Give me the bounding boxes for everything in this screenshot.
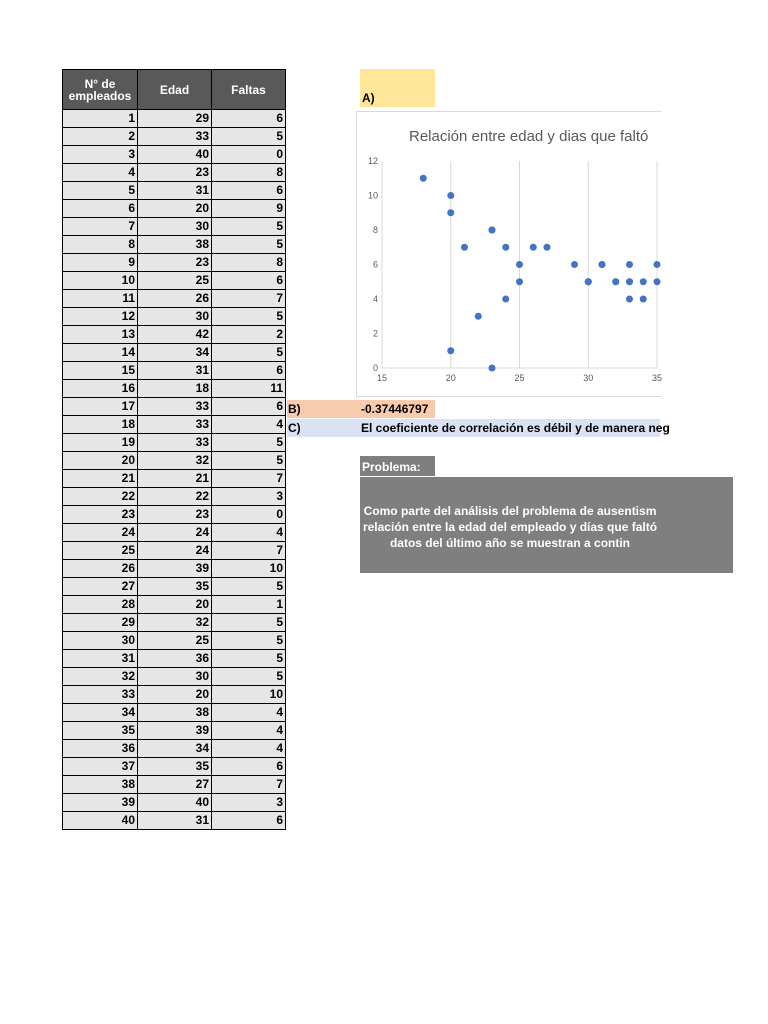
cell-employee-number[interactable]: 27 [63, 578, 138, 596]
cell-absences[interactable]: 1 [212, 596, 286, 614]
table-row [63, 146, 286, 164]
x-tick-label: 30 [583, 373, 594, 383]
table-row [63, 812, 286, 830]
y-tick-label: 12 [367, 156, 378, 166]
cell-age[interactable]: 40 [138, 146, 212, 164]
scatter-point[interactable] [420, 175, 427, 182]
scatter-point[interactable] [654, 278, 661, 285]
table-row [63, 236, 286, 254]
cell-age[interactable]: 35 [138, 758, 212, 776]
cell-absences[interactable]: 8 [212, 164, 286, 182]
cell-age[interactable]: 35 [138, 578, 212, 596]
cell-age[interactable]: 40 [138, 794, 212, 812]
correlation-coefficient-value[interactable]: -0.37446797 [358, 400, 435, 418]
scatter-point[interactable] [447, 192, 454, 199]
cell-employee-number[interactable]: 12 [63, 308, 138, 326]
cell-employee-number[interactable]: 4 [63, 164, 138, 182]
chart-title: Relación entre edad y dias que faltó [409, 128, 649, 145]
y-tick-label: 8 [372, 225, 378, 235]
table-row [63, 722, 286, 740]
table-row [63, 740, 286, 758]
cell-absences[interactable]: 5 [212, 434, 286, 452]
cell-age[interactable]: 34 [138, 740, 212, 758]
cell-age[interactable]: 25 [138, 632, 212, 650]
table-row [63, 434, 286, 452]
scatter-point[interactable] [516, 261, 523, 268]
cell-employee-number[interactable]: 5 [63, 182, 138, 200]
cell-employee-number[interactable]: 8 [63, 236, 138, 254]
employee-data-table [62, 69, 286, 830]
cell-employee-number[interactable]: 25 [63, 542, 138, 560]
table-row [63, 272, 286, 290]
table-row [63, 470, 286, 488]
scatter-point[interactable] [640, 278, 647, 285]
cell-age[interactable]: 20 [138, 686, 212, 704]
cell-absences[interactable]: 8 [212, 254, 286, 272]
cell-age[interactable]: 20 [138, 200, 212, 218]
cell-age[interactable]: 24 [138, 524, 212, 542]
scatter-point[interactable] [475, 313, 482, 320]
cell-age[interactable]: 31 [138, 182, 212, 200]
cell-absences[interactable]: 6 [212, 182, 286, 200]
table-row [63, 704, 286, 722]
cell-age[interactable]: 29 [138, 110, 212, 128]
scatter-point[interactable] [502, 296, 509, 303]
cell-age[interactable]: 23 [138, 506, 212, 524]
cell-employee-number[interactable]: 29 [63, 614, 138, 632]
cell-employee-number[interactable]: 7 [63, 218, 138, 236]
cell-employee-number[interactable]: 31 [63, 650, 138, 668]
table-row [63, 686, 286, 704]
cell-absences[interactable]: 0 [212, 146, 286, 164]
cell-employee-number[interactable]: 33 [63, 686, 138, 704]
cell-absences[interactable]: 6 [212, 812, 286, 830]
problem-line: Como parte del análisis del problema de ausentism [363, 504, 657, 518]
cell-age[interactable]: 24 [138, 542, 212, 560]
cell-employee-number[interactable]: 36 [63, 740, 138, 758]
cell-age[interactable]: 33 [138, 398, 212, 416]
cell-age[interactable]: 42 [138, 326, 212, 344]
cell-absences[interactable]: 6 [212, 758, 286, 776]
table-row [63, 668, 286, 686]
table-row [63, 578, 286, 596]
table-row [63, 344, 286, 362]
x-tick-label: 15 [376, 373, 388, 383]
cell-age[interactable]: 27 [138, 776, 212, 794]
cell-age[interactable]: 38 [138, 704, 212, 722]
table-row [63, 398, 286, 416]
table-row [63, 164, 286, 182]
table-row [63, 200, 286, 218]
section-a-label[interactable]: A) [360, 69, 435, 107]
table-row [63, 452, 286, 470]
problem-line: datos del último año se muestran a contin [389, 536, 631, 550]
table-row [63, 596, 286, 614]
section-c-label[interactable]: C) [287, 419, 358, 437]
scatter-point[interactable] [447, 209, 454, 216]
cell-absences[interactable]: 4 [212, 722, 286, 740]
correlation-interpretation[interactable]: El coeficiente de correlación es débil y de manera neg [358, 419, 660, 437]
cell-age[interactable]: 39 [138, 722, 212, 740]
cell-employee-number[interactable]: 30 [63, 632, 138, 650]
cell-employee-number[interactable]: 2 [63, 128, 138, 146]
table-row [63, 128, 286, 146]
cell-absences[interactable]: 5 [212, 668, 286, 686]
cell-absences[interactable]: 10 [212, 560, 286, 578]
cell-employee-number[interactable]: 22 [63, 488, 138, 506]
cell-absences[interactable]: 3 [212, 794, 286, 812]
cell-absences[interactable]: 5 [212, 128, 286, 146]
cell-employee-number[interactable]: 17 [63, 398, 138, 416]
cell-age[interactable]: 33 [138, 416, 212, 434]
scatter-point[interactable] [516, 278, 523, 285]
table-row [63, 506, 286, 524]
cell-employee-number[interactable]: 26 [63, 560, 138, 578]
cell-age[interactable]: 25 [138, 272, 212, 290]
scatter-chart-svg [357, 112, 661, 396]
cell-employee-number[interactable]: 10 [63, 272, 138, 290]
cell-absences[interactable]: 10 [212, 686, 286, 704]
table-row [63, 794, 286, 812]
header-age[interactable]: Edad [138, 70, 212, 110]
cell-absences[interactable]: 6 [212, 110, 286, 128]
table-row [63, 290, 286, 308]
cell-employee-number[interactable]: 28 [63, 596, 138, 614]
cell-absences[interactable]: 5 [212, 308, 286, 326]
scatter-point[interactable] [461, 244, 468, 251]
cell-employee-number[interactable]: 14 [63, 344, 138, 362]
y-tick-label: 10 [367, 190, 378, 201]
x-tick-label: 20 [445, 373, 456, 383]
cell-employee-number[interactable]: 20 [63, 452, 138, 470]
cell-employee-number[interactable]: 32 [63, 668, 138, 686]
cell-age[interactable]: 32 [138, 452, 212, 470]
cell-employee-number[interactable]: 15 [63, 362, 138, 380]
cell-employee-number[interactable]: 37 [63, 758, 138, 776]
scatter-point[interactable] [626, 296, 633, 303]
table-row [63, 560, 286, 578]
cell-absences[interactable]: 3 [212, 488, 286, 506]
cell-employee-number[interactable]: 13 [63, 326, 138, 344]
table-row [63, 614, 286, 632]
table-row [63, 416, 286, 434]
table-row [63, 380, 286, 398]
cell-absences[interactable]: 6 [212, 398, 286, 416]
problem-line: relación entre la edad del empleado y días que faltó [362, 520, 658, 534]
cell-employee-number[interactable]: 11 [63, 290, 138, 308]
cell-employee-number[interactable]: 9 [63, 254, 138, 272]
cell-absences[interactable]: 6 [212, 362, 286, 380]
cell-age[interactable]: 33 [138, 434, 212, 452]
cell-age[interactable]: 34 [138, 344, 212, 362]
cell-age[interactable]: 30 [138, 308, 212, 326]
cell-age[interactable]: 30 [138, 218, 212, 236]
cell-employee-number[interactable]: 39 [63, 794, 138, 812]
cell-absences[interactable]: 2 [212, 326, 286, 344]
cell-absences[interactable]: 5 [212, 632, 286, 650]
cell-age[interactable]: 26 [138, 290, 212, 308]
y-tick-label: 0 [372, 363, 378, 373]
cell-absences[interactable]: 7 [212, 290, 286, 308]
scatter-point[interactable] [612, 278, 619, 285]
table-row [63, 758, 286, 776]
cell-absences[interactable]: 5 [212, 344, 286, 362]
table-row [63, 362, 286, 380]
cell-employee-number[interactable]: 38 [63, 776, 138, 794]
cell-age[interactable]: 30 [138, 668, 212, 686]
cell-age[interactable]: 23 [138, 164, 212, 182]
cell-absences[interactable]: 9 [212, 200, 286, 218]
scatter-point[interactable] [544, 244, 551, 251]
cell-age[interactable]: 39 [138, 560, 212, 578]
problem-text [360, 503, 660, 553]
scatter-point[interactable] [489, 365, 496, 372]
cell-employee-number[interactable]: 21 [63, 470, 138, 488]
x-tick-label: 35 [651, 373, 663, 383]
cell-absences[interactable]: 4 [212, 740, 286, 758]
cell-age[interactable]: 23 [138, 254, 212, 272]
cell-absences[interactable]: 6 [212, 272, 286, 290]
cell-employee-number[interactable]: 23 [63, 506, 138, 524]
scatter-point[interactable] [571, 261, 578, 268]
table-row [63, 254, 286, 272]
y-tick-label: 2 [372, 328, 378, 339]
cell-age[interactable]: 18 [138, 380, 212, 398]
section-b-label[interactable]: B) [287, 400, 358, 418]
table-row [63, 326, 286, 344]
cell-employee-number[interactable]: 1 [63, 110, 138, 128]
scatter-point[interactable] [530, 244, 537, 251]
cell-age[interactable]: 32 [138, 614, 212, 632]
cell-employee-number[interactable]: 40 [63, 812, 138, 830]
cell-absences[interactable]: 5 [212, 650, 286, 668]
scatter-point[interactable] [626, 278, 633, 285]
cell-employee-number[interactable]: 16 [63, 380, 138, 398]
cell-age[interactable]: 33 [138, 128, 212, 146]
cell-employee-number[interactable]: 34 [63, 704, 138, 722]
cell-age[interactable]: 31 [138, 362, 212, 380]
header-employee-number[interactable]: N° de empleados [63, 70, 138, 110]
table-row [63, 650, 286, 668]
cell-employee-number[interactable]: 19 [63, 434, 138, 452]
cell-employee-number[interactable]: 6 [63, 200, 138, 218]
cell-employee-number[interactable]: 35 [63, 722, 138, 740]
scatter-point[interactable] [447, 347, 454, 354]
table-row [63, 542, 286, 560]
cell-absences[interactable]: 5 [212, 218, 286, 236]
cell-absences[interactable]: 0 [212, 506, 286, 524]
cell-absences[interactable]: 5 [212, 236, 286, 254]
cell-absences[interactable]: 4 [212, 524, 286, 542]
cell-employee-number[interactable]: 24 [63, 524, 138, 542]
scatter-chart[interactable] [356, 111, 661, 397]
y-tick-label: 6 [372, 259, 378, 270]
problem-textbox[interactable] [360, 477, 733, 573]
scatter-point[interactable] [489, 227, 496, 234]
cell-age[interactable]: 31 [138, 812, 212, 830]
cell-absences[interactable]: 7 [212, 776, 286, 794]
cell-employee-number[interactable]: 3 [63, 146, 138, 164]
x-tick-label: 25 [514, 373, 525, 383]
header-absences[interactable]: Faltas [212, 70, 286, 110]
table-row [63, 110, 286, 128]
cell-absences[interactable]: 5 [212, 578, 286, 596]
cell-absences[interactable]: 5 [212, 614, 286, 632]
cell-age[interactable]: 21 [138, 470, 212, 488]
cell-absences[interactable]: 5 [212, 452, 286, 470]
table-row [63, 488, 286, 506]
table-row [63, 182, 286, 200]
cell-absences[interactable]: 4 [212, 704, 286, 722]
problem-label[interactable]: Problema: [360, 456, 435, 476]
scatter-point[interactable] [626, 261, 633, 268]
y-tick-label: 4 [372, 294, 378, 304]
cell-age[interactable]: 36 [138, 650, 212, 668]
cell-age[interactable]: 22 [138, 488, 212, 506]
table-row [63, 218, 286, 236]
scatter-point[interactable] [599, 261, 606, 268]
scatter-point[interactable] [640, 296, 647, 303]
table-row [63, 524, 286, 542]
cell-absences[interactable]: 7 [212, 470, 286, 488]
table-row [63, 308, 286, 326]
cell-absences[interactable]: 11 [212, 380, 286, 398]
scatter-point[interactable] [654, 261, 661, 268]
cell-absences[interactable]: 4 [212, 416, 286, 434]
scatter-point[interactable] [502, 244, 509, 251]
cell-age[interactable]: 20 [138, 596, 212, 614]
table-row [63, 632, 286, 650]
scatter-point[interactable] [585, 278, 592, 285]
cell-employee-number[interactable]: 18 [63, 416, 138, 434]
cell-age[interactable]: 38 [138, 236, 212, 254]
table-header-row [63, 70, 286, 110]
cell-absences[interactable]: 7 [212, 542, 286, 560]
table-row [63, 776, 286, 794]
